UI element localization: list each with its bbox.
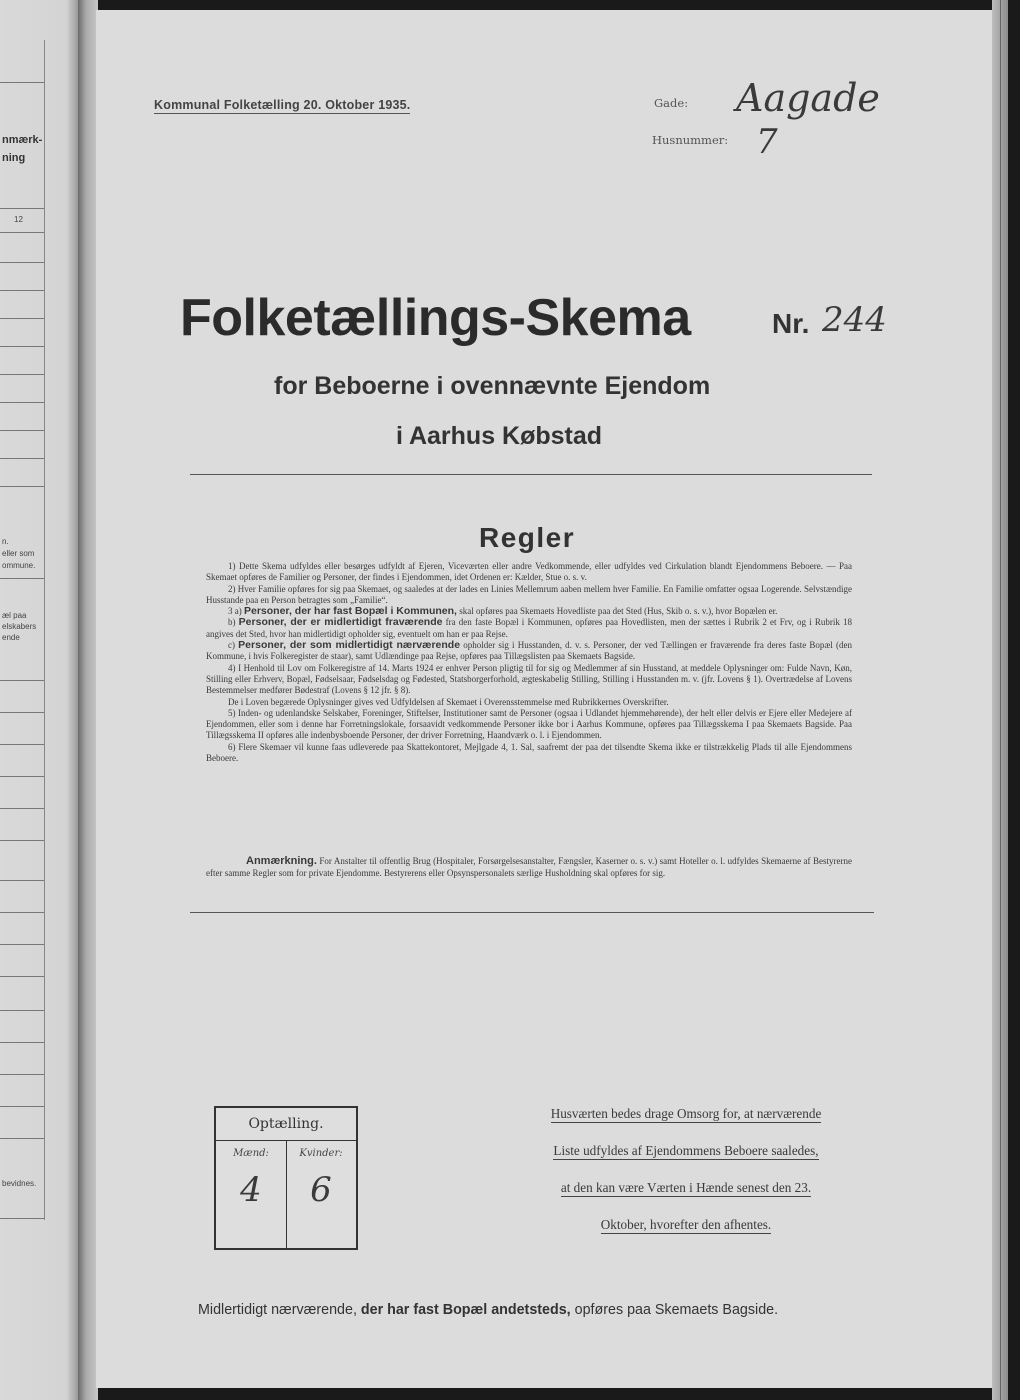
left-page-strip: [0, 0, 78, 1400]
rules-text: [206, 561, 852, 764]
footer-part: opføres paa Skemaets Bagside.: [574, 1302, 779, 1318]
footer-part-bold: der har fast Bopæl andetsteds,: [360, 1302, 571, 1318]
remark: [206, 856, 852, 879]
form-number-value: 244: [822, 300, 887, 340]
rule-2: 2) Hver Familie opføres for sig paa Skemaet, og saaledes at der lades en Linies Mellemrum aaben mellem hver Familie. En Familie omfatter ogsaa Logerende. Selvstændige Husstande paa en Person betragtes som „Familie“.: [206, 583, 852, 605]
rule-3c-heading: Personer, der som midlertidigt nærværende: [238, 639, 461, 652]
left-page-rule: [0, 912, 44, 913]
notice-line: Oktober, hvorefter den afhentes.: [600, 1217, 772, 1232]
left-page-rule: [0, 1074, 44, 1075]
rule-1: 1) Dette Skema udfyldes eller besørges udfyldt af Ejeren, Viceværten eller andre Vedkommende, eller udfyldes ved Cirkulation blandt Ejendommens Beboere. — Paa Skemaet opføres de Familier og Personer, der findes i Ejendommen, idet Ordenen er: Kælder, Stue o. s. v.: [206, 561, 852, 583]
left-page-rule: [0, 1138, 44, 1139]
left-page-rule: [0, 290, 44, 291]
left-page-fragment: n.: [2, 537, 9, 546]
left-page-rule: [0, 808, 44, 809]
rule-3b-text: fra den faste Bopæl i Kommunen, opføres paa Hovedlisten, men der sættes i Rubrik 2 et Frv, og i Rubrik 18 angives det Sted, hvor han midlertidigt opholder sig, eventuelt om han er paa Rejse.: [206, 617, 853, 639]
form-subtitle-city: i Aarhus Købstad: [396, 422, 603, 450]
left-page-fragment: ning: [2, 152, 26, 164]
notice-line: at den kan være Værten i Hænde senest den 23.: [560, 1180, 812, 1195]
left-page-rule: [0, 840, 44, 841]
book-right-edge: [992, 0, 1008, 1400]
left-page-rule: [0, 1010, 44, 1011]
rule-3a-text: skal opføres paa Skemaets Hovedliste paa det Sted (Hus, Skib o. s. v.), hvor Bopælen er.: [459, 606, 778, 617]
rule-3b: [206, 617, 852, 640]
left-page-rule: [0, 82, 44, 83]
left-page-rule: [0, 346, 44, 347]
house-number-label: Husnummer:: [652, 133, 729, 147]
left-page-fragment: bevidnes.: [2, 1179, 37, 1188]
census-header: Kommunal Folketælling 20. Oktober 1935.: [154, 98, 411, 112]
rules-heading: Regler: [479, 522, 576, 553]
left-page-fragment: ende: [2, 633, 20, 642]
count-box: [214, 1106, 358, 1250]
men-count: 4: [240, 1170, 262, 1210]
rule-4: 4) I Henhold til Lov om Folkeregistre af 14. Marts 1924 er enhver Person pligtig til for sig og Medlemmer af sin Husstand, at meddele Oplysninger om: Fulde Navn, Køn, Stilling eller Erhverv, Bopæl, Fødselsaar, Fødselsdag og Fødested, Statsborgerforhold, ægteskabelig Stilling, Stilling i Husstanden m. v. (jfr. Lovens § 1). Overtrædelse af Lovens Bestemmelser medfører Bødestraf (Lovens § 12 jfr. § 8).: [206, 662, 852, 696]
rule-3a-heading: Personer, der har fast Bopæl i Kommunen,: [244, 605, 457, 618]
men-label: Mænd:: [233, 1148, 269, 1159]
left-page-fragment: æl paa: [2, 611, 27, 620]
left-page-rule: [0, 744, 44, 745]
left-page-rule: [0, 402, 44, 403]
left-page-fragment: eller som: [2, 549, 35, 558]
left-page-rule: [0, 458, 44, 459]
left-page-rule: [0, 374, 44, 375]
left-page-fragment: elskabers: [2, 622, 37, 631]
rule-3c-text: opholder sig i Husstanden, d. v. s. Personer, der ved Tællingen er fraværende fra deres faste Bopæl (den Kommune, i hvis Folkeregister de staar), samt Udlændinge paa Rejse, opføres paa Tillægslisten paa Skemaets Bagside.: [206, 640, 853, 662]
rule-3c: [206, 640, 852, 663]
left-page-rule: [0, 944, 44, 945]
left-page-rule: [0, 486, 44, 487]
form-number-label: Nr.: [772, 308, 810, 339]
left-page-rule: [0, 262, 44, 263]
footer-note: [198, 1302, 778, 1318]
left-page-rule: [0, 712, 44, 713]
left-page-rule: [0, 232, 44, 233]
notice-line: Husværten bedes drage Omsorg for, at nærværende: [550, 1106, 822, 1121]
left-page-rule: [0, 1218, 44, 1219]
left-page-rule: [0, 776, 44, 777]
notice-line: Liste udfyldes af Ejendommens Beboere saaledes,: [553, 1143, 819, 1158]
divider: [190, 912, 874, 913]
left-page-fragment: 12: [14, 215, 23, 224]
landlord-notice: [516, 1106, 856, 1254]
remark-paragraph: [206, 856, 852, 879]
rule-4b: De i Loven begærede Oplysninger gives ved Udfyldelsen af Skemaet i Overensstemmelse med Rubrikkernes Overskrifter.: [228, 696, 669, 707]
page-edge-line: [1000, 0, 1001, 1400]
divider: [190, 474, 872, 475]
count-box-title: Optælling.: [248, 1116, 324, 1132]
left-page-rule: [0, 1042, 44, 1043]
rule-3a-prefix: 3 a): [228, 606, 242, 617]
left-page-column-line: [44, 40, 45, 1220]
left-page-rule: [0, 880, 44, 881]
remark-label: Anmærkning.: [246, 855, 317, 867]
left-page-rule: [0, 208, 44, 209]
census-form-page: [96, 10, 998, 1388]
street-label: Gade:: [654, 96, 689, 110]
left-page-rule: [0, 430, 44, 431]
rule-5: 5) Inden- og udenlandske Selskaber, Foreninger, Stiftelser, Institutioner samt de Personer (ogsaa i Udlandet hjemmehørende), der helt eller delvis er Ejere eller Medejere af Ejendommen, eller som i denne har Forretningslokale, forsaavidt vedkommende Personer ikke bor i Aarhus Kommune, opføres paa Tillægsskema I paa Skemaets Bagside. Paa Tillægsskema II opføres alle indenbysboende Personer, der driver Forretning, Haandværk o. l. i Ejendommen.: [206, 707, 852, 741]
left-page-rule: [0, 680, 44, 681]
rule-3c-prefix: c): [228, 640, 235, 651]
left-page-rule: [0, 578, 44, 579]
women-count: 6: [310, 1170, 332, 1210]
book-gutter: [78, 0, 98, 1400]
women-label: Kvinder:: [299, 1148, 343, 1159]
left-page-rule: [0, 318, 44, 319]
form-subtitle: for Beboerne i ovennævnte Ejendom: [274, 372, 711, 400]
street-value: Aagade: [736, 76, 880, 120]
remark-text: For Anstalter til offentlig Brug (Hospitaler, Forsørgelsesanstalter, Fængsler, Kaserner o. s. v.) samt Hoteller o. l. udfyldes Skemaerne af Bestyrerne efter samme Regler som for private Ejendomme. Bestyrerens eller Opsynspersonalets særlige Husholdning skal opføres for sig.: [206, 856, 853, 878]
rule-3b-heading: Personer, der er midlertidigt fraværende: [238, 616, 443, 629]
left-page-rule: [0, 1106, 44, 1107]
rule-6: 6) Flere Skemaer vil kunne faas udleverede paa Skattekontoret, Mejlgade 4, 1. Sal, saafremt der paa det tilsendte Skema ikke er tilstrækkelig Plads til alle Ejendommens Beboere.: [206, 741, 852, 764]
left-page-fragment: nmærk-: [2, 134, 43, 146]
form-title: Folketællings-Skema: [180, 289, 691, 347]
house-number-value: 7: [756, 122, 778, 162]
left-page-rule: [0, 976, 44, 977]
footer-part: Midlertidigt nærværende,: [198, 1302, 357, 1318]
rule-3b-prefix: b): [228, 617, 236, 628]
left-page-fragment: ommune.: [2, 561, 36, 570]
